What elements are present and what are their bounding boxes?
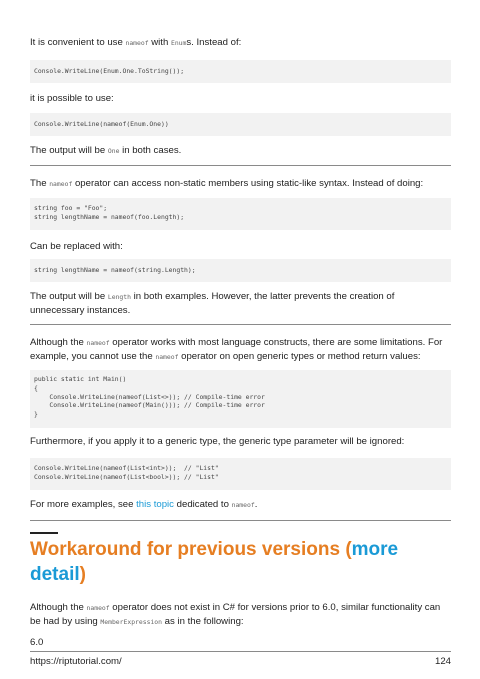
this-topic-link[interactable]: this topic xyxy=(136,499,174,510)
paragraph: Can be replaced with: xyxy=(30,241,123,252)
paragraph: The output will be One in both cases. xyxy=(30,145,182,156)
more-detail-link[interactable]: more detail xyxy=(30,539,399,585)
code-block: string foo = "Foo"; string lengthName = nameof(foo.Length); xyxy=(30,198,451,230)
footer-divider xyxy=(30,651,451,652)
inline-code: nameof xyxy=(86,604,110,612)
section-heading: Workaround for previous versions (more detail) xyxy=(30,539,399,585)
paragraph: Although the nameof operator does not exist in C# for versions prior to 6.0, similar functionality can be had by using MemberExpression as in the following: xyxy=(30,602,441,627)
paragraph: Although the nameof operator works with most language constructs, there are some limitations. For example, you cannot use the nameof operator on open generic types or method return values: xyxy=(30,337,443,362)
inline-code: MemberExpression xyxy=(100,618,162,626)
section-divider xyxy=(30,324,451,325)
heading-accent-bar xyxy=(30,532,58,534)
code-block: Console.WriteLine(Enum.One.ToString()); xyxy=(30,60,451,83)
page-number: 124 xyxy=(434,656,451,667)
footer-url: https://riptutorial.com/ xyxy=(30,656,122,667)
paragraph-enum-intro: It is convenient to use nameof with Enums. Instead of: xyxy=(30,37,242,48)
code-block: public static int Main() { Console.WriteLine(nameof(List<>)); // Compile-time error Console.WriteLine(nameof(Main())); // Compile-time error } xyxy=(30,370,451,428)
version-label: 6.0 xyxy=(30,637,44,648)
section-divider xyxy=(30,165,451,166)
code-block: Console.WriteLine(nameof(Enum.One)) xyxy=(30,113,451,136)
inline-code: nameof xyxy=(155,353,179,361)
paragraph: For more examples, see this topic dedicated to nameof. xyxy=(30,499,258,510)
inline-code: nameof xyxy=(231,501,255,509)
paragraph: The nameof operator can access non-static members using static-like syntax. Instead of doing: xyxy=(30,178,424,189)
paragraph: The output will be Length in both examples. However, the latter prevents the creation of unnecessary instances. xyxy=(30,291,395,316)
section-divider xyxy=(30,520,451,521)
inline-code: Length xyxy=(107,293,131,301)
paragraph: Furthermore, if you apply it to a generic type, the generic type parameter will be ignored: xyxy=(30,436,405,447)
inline-code: One xyxy=(107,147,120,155)
inline-code: nameof xyxy=(125,39,149,47)
code-block: Console.WriteLine(nameof(List<int>)); // "List" Console.WriteLine(nameof(List<bool>)); // "List" xyxy=(30,458,451,490)
inline-code: nameof xyxy=(49,180,73,188)
inline-code: Enum xyxy=(170,39,187,47)
paragraph: it is possible to use: xyxy=(30,93,114,104)
inline-code: nameof xyxy=(86,339,110,347)
code-block: string lengthName = nameof(string.Length); xyxy=(30,259,451,282)
